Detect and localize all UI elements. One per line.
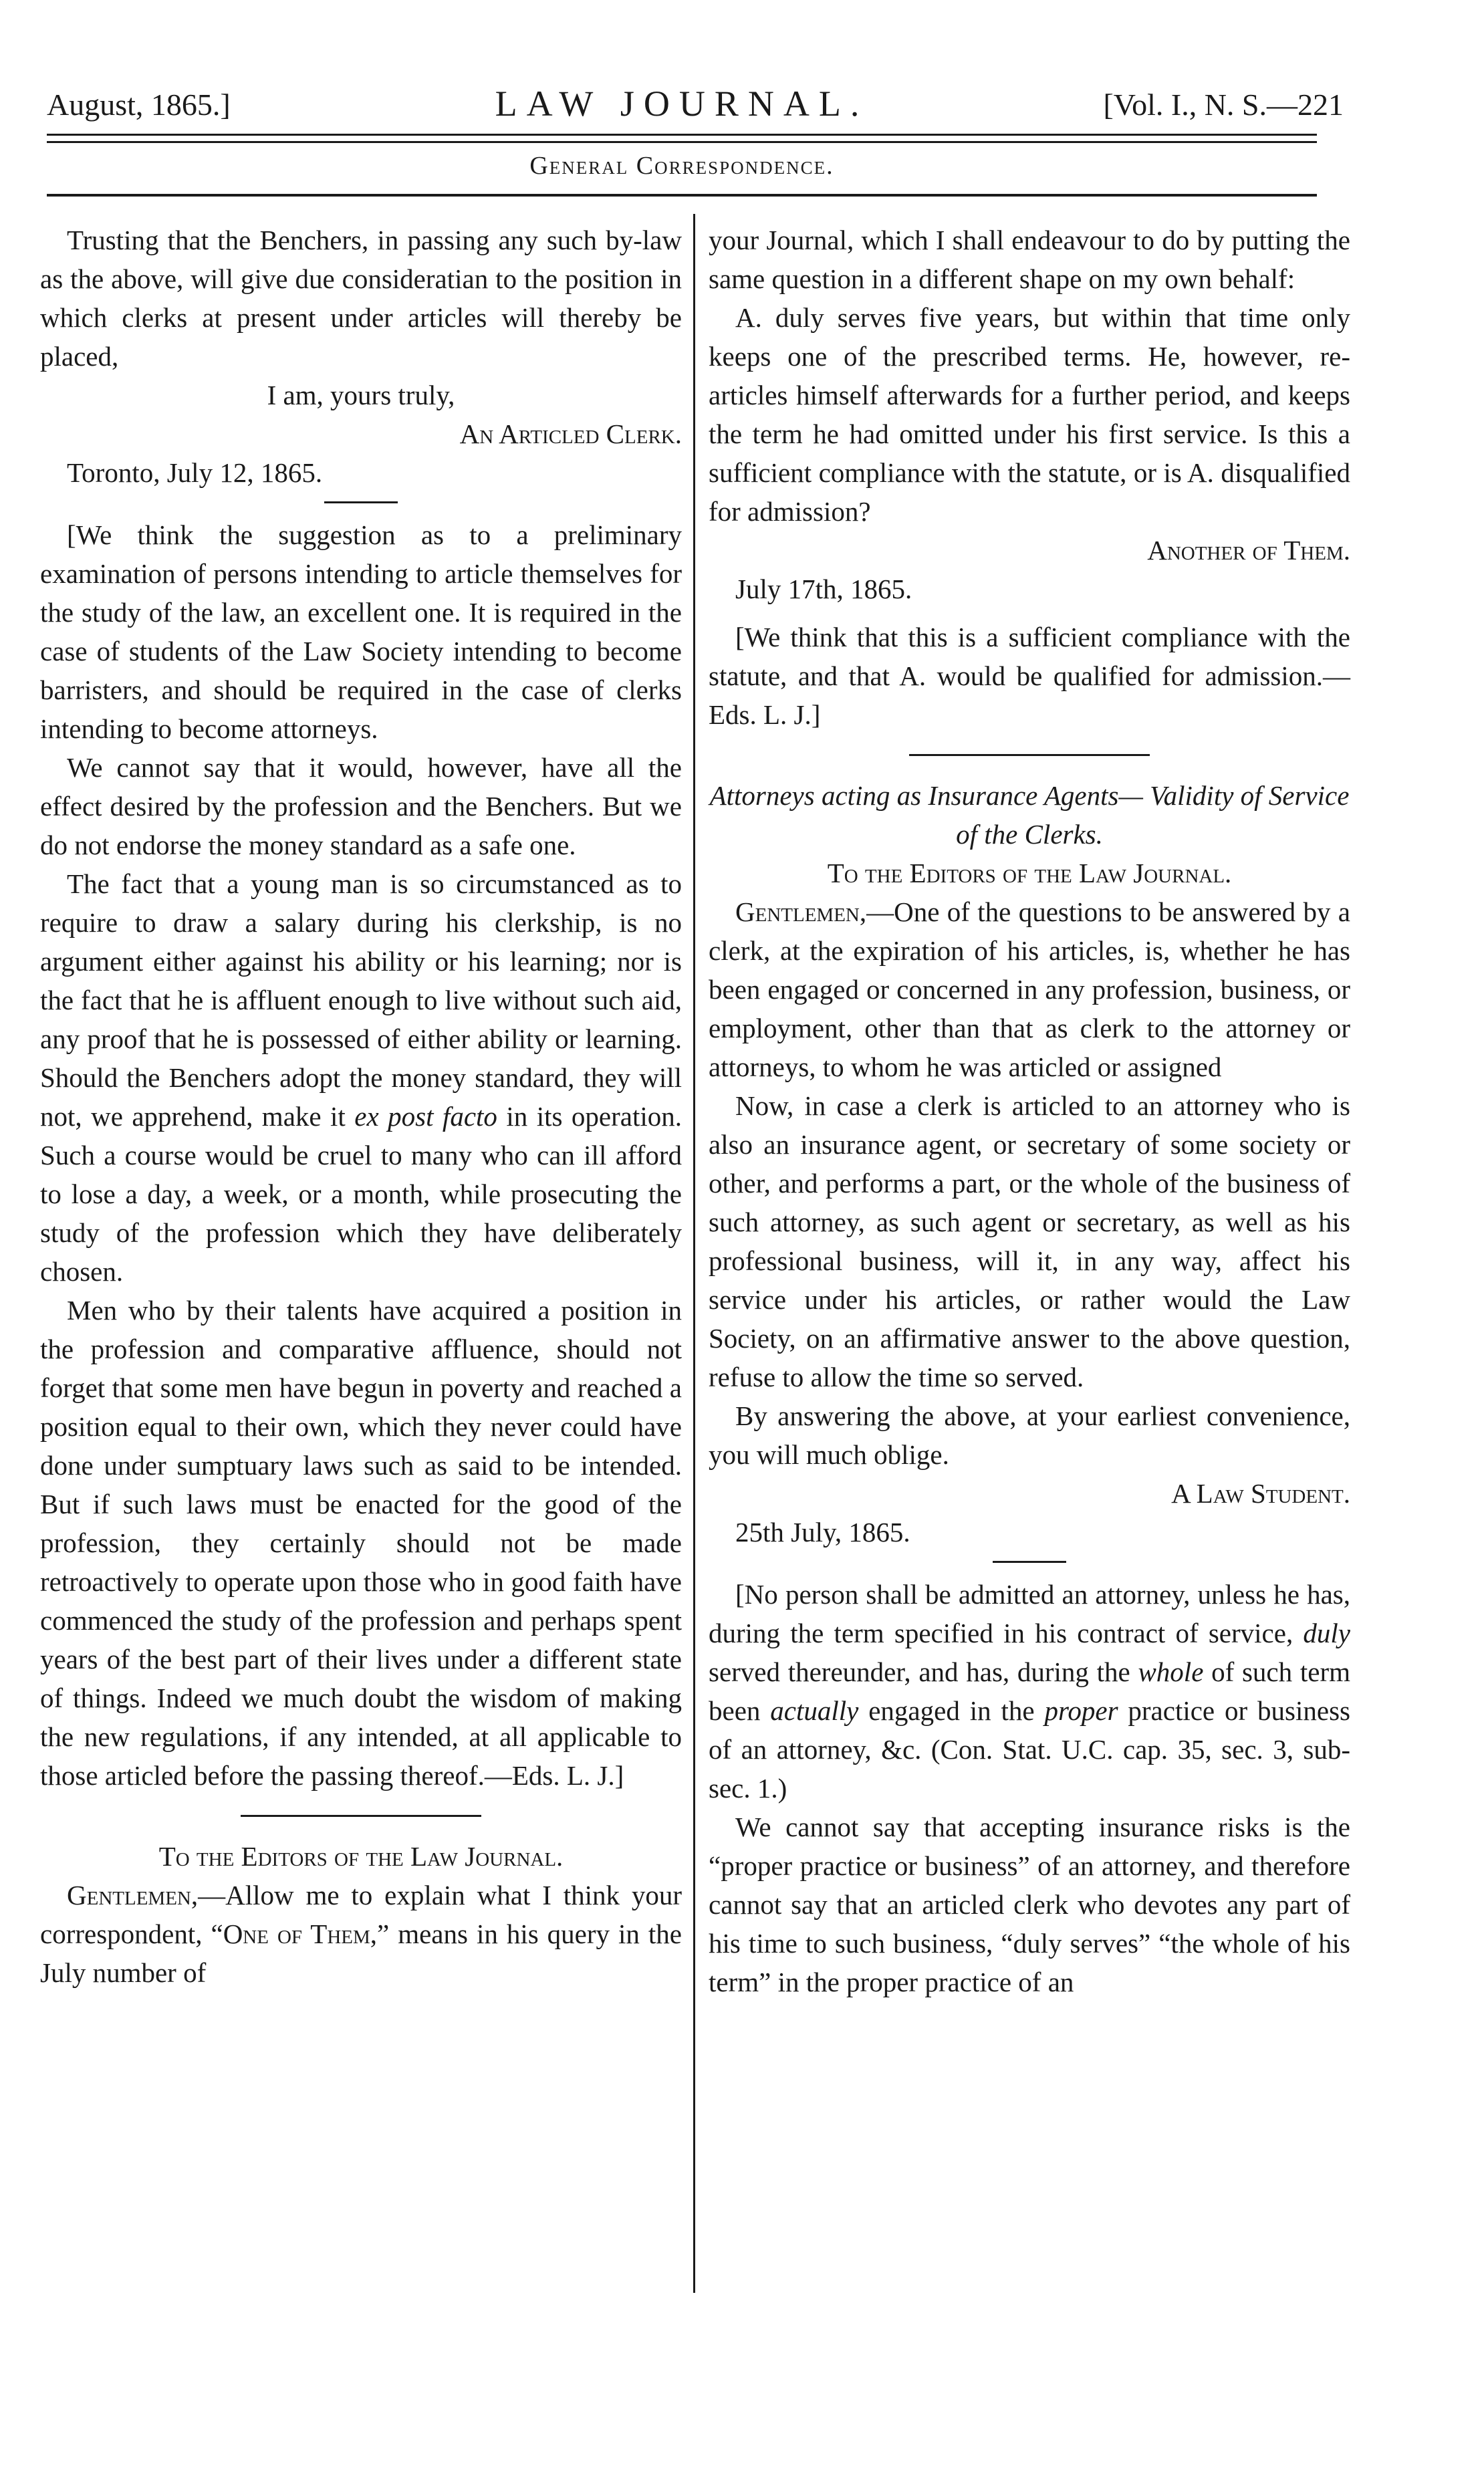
section-title: General Correspondence.: [529, 152, 834, 180]
article-divider-rule: [909, 754, 1150, 756]
reply-emph-whole: whole: [1138, 1656, 1204, 1687]
letter3-signature: A Law Student.: [1171, 1478, 1350, 1509]
letter2-salutation: Gentlemen,: [67, 1880, 199, 1910]
editor-reply-2: [We think that this is a sufficient compliance with the statute, and that A. would be qualified for admission.—Eds. L. J.]: [709, 622, 1350, 730]
short-divider: [324, 501, 398, 503]
reply-emph-actually: actually: [770, 1695, 859, 1726]
short-divider-2: [993, 1561, 1066, 1563]
reply-text-c: of such term been: [709, 1656, 1350, 1726]
right-column: [709, 221, 1350, 2001]
section-rule: [47, 194, 1317, 197]
letter1-closing: I am, yours truly,: [267, 380, 455, 410]
to-editors-heading: To the Editors of the Law Journal.: [158, 1841, 564, 1872]
reply-text-d: engaged in the: [858, 1695, 1045, 1726]
spacer: [709, 608, 1350, 618]
editor-reply-3-paragraph-1: [709, 1575, 1350, 1808]
column-divider: [693, 214, 695, 2293]
reply-text-a: [No person shall be admitted an attorney, unless he has, during the term specified in his contract of service,: [709, 1579, 1350, 1648]
letter2-continuation: your Journal, which I shall endeavour to do by putting the same question in a different shape on my own behalf:: [709, 225, 1350, 294]
reply-text-e: practice or business of an attorney, &c. (Con. Stat. U.C. cap. 35, sec. 3, sub-sec. 1.): [709, 1695, 1350, 1804]
editor-note-paragraph-2: We cannot say that it would, however, have all the effect desired by the profession and the Benchers. But we do not endorse the money standard as a safe one.: [40, 752, 682, 860]
left-column: [40, 221, 682, 1992]
header-journal-title: LAW JOURNAL.: [495, 84, 869, 124]
letter1-signature: An Articled Clerk.: [459, 418, 682, 449]
editor-note-paragraph-4: Men who by their talents have acquired a position in the profession and comparative affluence, should not forget that some men have begun in poverty and reached a position equal to their own, which they never could have done under sumptuary laws such as said to be intended. But if such laws must be enacted for the good of the profession, they certainly should not be made retroactively to operate upon those who in good faith have commenced the study of the profession and perhaps spent years of the best part of their lives under a different state of things. Indeed we much doubt the wisdom of making the new regulations, if any intended, at all applicable to those articled before the passing thereof.—Eds. L. J.]: [40, 1295, 682, 1791]
header-volume-page: [Vol. I., N. S.—221: [1103, 88, 1344, 122]
letter-divider-rule: [241, 1815, 481, 1817]
editor-note-paragraph-3: [40, 864, 682, 1291]
letter3-text-1: —One of the questions to be answered by a clerk, at the expiration of his articles, is, whether he has been engaged or concerned in any profession, business, or employment, other than that as clerk to the attorney or attorneys, to whom he was articled or assigned: [709, 896, 1350, 1082]
editor-note-3-text-b: in its operation. Such a course would be cruel to many who can ill afford to lose a day, a week, or a month, while prosecuting the study of the profession which they have deliberately chosen.: [40, 1101, 682, 1287]
letter2-correspondent-name: One of Them,: [223, 1919, 378, 1949]
letter2-text-b: ” means in his query in the July number of: [40, 1919, 682, 1988]
reply-emph-duly: duly: [1303, 1618, 1350, 1648]
letter2-signature: Another of Them.: [1147, 535, 1350, 566]
letter3-dateline: 25th July, 1865.: [735, 1517, 910, 1548]
running-header: [47, 79, 1384, 132]
letter3-paragraph-3: By answering the above, at your earliest convenience, you will much oblige.: [709, 1400, 1350, 1470]
letter1-closing-paragraph: Trusting that the Benchers, in passing any such by-law as the above, will give due consideratian to the position in which clerks at present under articles will thereby be placed,: [40, 225, 682, 372]
letter3-paragraph-2: Now, in case a clerk is articled to an attorney who is also an insurance agent, or secretary of some society or other, and performs a part, or the whole of the business of such attorney, as such agent or secretary, as well as his professional business, will it, in any way, affect his service under his articles, or rather would the Law Society, on an affirmative answer to the above question, refuse to allow the time so served.: [709, 1090, 1350, 1392]
editor-note-3-text-a: The fact that a young man is so circumstanced as to require to draw a salary during his clerkship, is no argument either against his ability or his learning; nor is the fact that he is affluent enough to live without such aid, any proof that he is possessed of either ability or learning. Should the Benchers adopt the money standard, they will not, we apprehend, make it: [40, 868, 682, 1132]
letter2-text-a: —Allow me to explain what I think your correspondent, “: [40, 1880, 682, 1949]
letter3-paragraph-1: [709, 892, 1350, 1086]
letter3-salutation: Gentlemen,: [735, 896, 867, 927]
editor-note-3-latin-phrase: ex post facto: [354, 1101, 497, 1132]
letter2-opening: [40, 1876, 682, 1992]
article-heading: Attorneys acting as Insurance Agents— Validity of Service of the Clerks.: [709, 780, 1350, 850]
header-date: August, 1865.]: [47, 88, 231, 122]
to-editors-heading-2: To the Editors of the Law Journal.: [827, 858, 1232, 888]
editor-reply-3-paragraph-2: We cannot say that accepting insurance risks is the “proper practice or business” of an attorney, and therefore cannot say that an articled clerk who devotes any part of his time to such business, “duly serves” “the whole of his term” in the proper practice of an: [709, 1812, 1350, 1997]
letter2-question: A. duly serves five years, but within that time only keeps one of the prescribed terms. He, however, re-articles himself afterwards for a further period, and keeps the term he had omitted under his first service. Is this a sufficient compliance with the statute, or is A. disqualified for admission?: [709, 302, 1350, 527]
editor-note-paragraph-1: [We think the suggestion as to a preliminary examination of persons intending to article themselves for the study of the law, an excellent one. It is required in the case of students of the Law Society intending to become barristers, and should be required in the case of clerks intending to become attorneys.: [40, 519, 682, 744]
letter1-dateline: Toronto, July 12, 1865.: [67, 457, 323, 488]
reply-text-b: served thereunder, and has, during the: [709, 1656, 1138, 1687]
letter2-dateline: July 17th, 1865.: [735, 574, 912, 604]
header-double-rule: [47, 134, 1317, 143]
reply-emph-proper: proper: [1044, 1695, 1118, 1726]
